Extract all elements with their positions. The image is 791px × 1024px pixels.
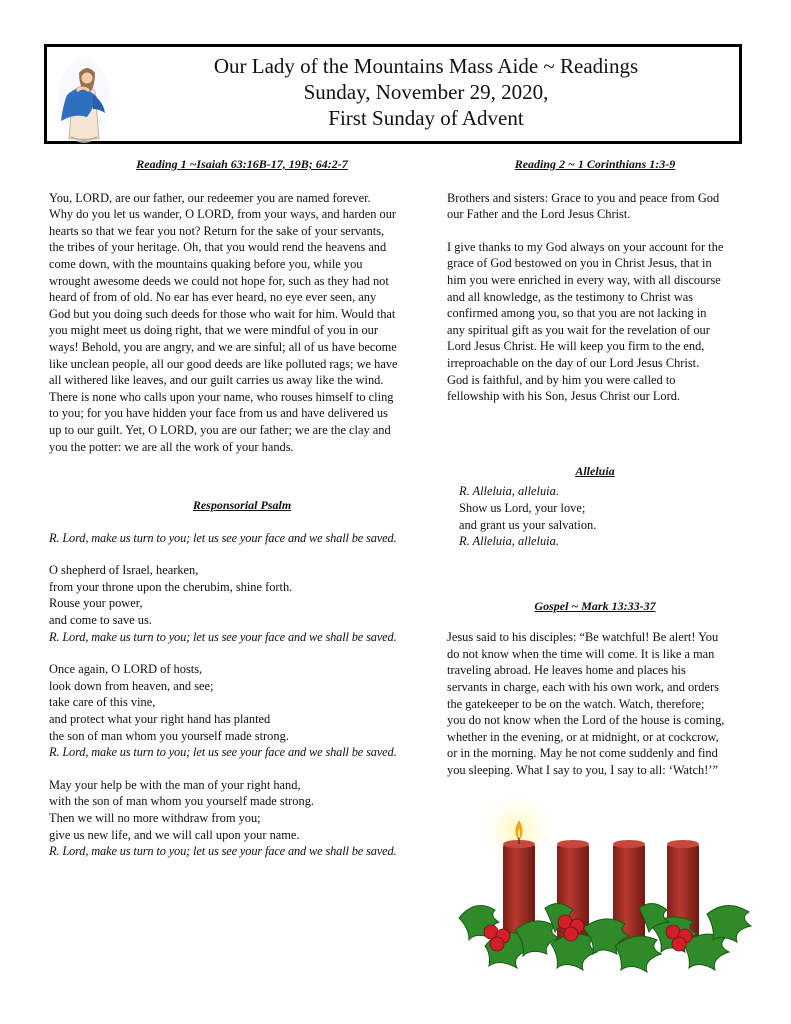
text-line: heard of from of old. No ear has ever heard, no eye ever seen, any bbox=[49, 290, 377, 305]
psalm-line: take care of this vine, bbox=[49, 695, 156, 710]
text-line: or in the morning. May he not come suddenly and find bbox=[447, 746, 718, 761]
text-line: grace of God bestowed on you in Christ Jesus, that in bbox=[447, 256, 712, 271]
text-line: you the potter: we are all the work of your hands. bbox=[49, 439, 294, 454]
left-column bbox=[49, 156, 435, 860]
alleluia-heading: Alleluia bbox=[575, 463, 615, 478]
title-line-parish: Our Lady of the Mountains Mass Aide ~ Readings bbox=[213, 54, 639, 78]
psalm-heading: Responsorial Psalm bbox=[192, 498, 292, 513]
psalm-stanza-3 bbox=[49, 777, 435, 843]
text-line: our Father and the Lord Jesus Christ. bbox=[447, 207, 631, 222]
title-line-occasion: First Sunday of Advent bbox=[328, 106, 524, 130]
text-line: traveling abroad. He leaves home and places his bbox=[447, 663, 686, 678]
header-box bbox=[44, 44, 742, 144]
text-line: whether in the evening, or at midnight, or at cockcrow, bbox=[447, 729, 719, 744]
text-line: you might meet us doing right, that we were mindful of you in our bbox=[49, 323, 378, 338]
psalm-response: R. Lord, make us turn to you; let us see your face and we shall be saved. bbox=[49, 629, 397, 644]
psalm-response: R. Lord, make us turn to you; let us see your face and we shall be saved. bbox=[49, 745, 397, 760]
alleluia-verse-line: Show us Lord, your love; bbox=[459, 500, 586, 515]
text-line: There is none who calls upon your name, who rouses himself to cling bbox=[49, 389, 394, 404]
text-line: you sleeping. What I say to you, I say to all: ‘Watch!’” bbox=[447, 763, 718, 778]
alleluia-response: R. Alleluia, alleluia. bbox=[459, 484, 559, 499]
text-line: I give thanks to my God always on your account for the bbox=[447, 239, 724, 254]
psalm-line: O shepherd of Israel, hearken, bbox=[49, 563, 199, 578]
text-line: Brothers and sisters: Grace to you and peace from God bbox=[447, 190, 720, 205]
gospel-text bbox=[447, 629, 743, 778]
reading2-heading: Reading 2 ~ 1 Corinthians 1:3-9 bbox=[514, 157, 676, 171]
text-line: like unclean people, all our good deeds are like polluted rags; we have bbox=[49, 356, 398, 371]
text-line: God is faithful, and by him you were called to bbox=[447, 372, 676, 387]
reading1-text bbox=[49, 190, 435, 456]
psalm-line: with the son of man whom you yourself made strong. bbox=[49, 794, 314, 809]
psalm-response: R. Lord, make us turn to you; let us see your face and we shall be saved. bbox=[49, 844, 397, 859]
psalm-line: the son of man whom you yourself made strong. bbox=[49, 728, 289, 743]
psalm-line: look down from heaven, and see; bbox=[49, 678, 214, 693]
psalm-response: R. Lord, make us turn to you; let us see your face and we shall be saved. bbox=[49, 530, 397, 545]
virgin-mary-image bbox=[53, 51, 115, 143]
text-line: confirmed among you, so that you are not lacking in bbox=[447, 306, 707, 321]
title-block bbox=[127, 53, 725, 131]
text-line: You, LORD, are our father, our redeemer you are named forever. bbox=[49, 190, 371, 205]
alleluia-block bbox=[447, 483, 743, 549]
text-line: come down, with the mountains quaking before you, while you bbox=[49, 256, 363, 271]
text-line: God but you doing such deeds for those who wait for him. Would that bbox=[49, 306, 396, 321]
text-line: Jesus said to his disciples: “Be watchful! Be alert! You bbox=[447, 630, 719, 645]
psalm-line: and protect what your right hand has planted bbox=[49, 712, 271, 727]
advent-wreath-image bbox=[455, 798, 755, 978]
text-line: wrought awesome deeds we could not hope for, such as they had not bbox=[49, 273, 389, 288]
right-column bbox=[447, 156, 743, 779]
text-line: servants in charge, each with his own work, and orders bbox=[447, 680, 719, 695]
gospel-heading: Gospel ~ Mark 13:33-37 bbox=[534, 598, 656, 613]
text-line: hearts so that we fear you not? Return for the sake of your servants, bbox=[49, 223, 385, 238]
psalm-line: May your help be with the man of your right hand, bbox=[49, 777, 301, 792]
psalm-stanza-1 bbox=[49, 562, 435, 628]
text-line: do not know when the time will come. It is like a man bbox=[447, 646, 715, 661]
title-line-date: Sunday, November 29, 2020, bbox=[303, 80, 549, 104]
text-line: and all knowledge, as the testimony to Christ was bbox=[447, 289, 694, 304]
psalm-line: Rouse your power, bbox=[49, 596, 143, 611]
psalm-line: Then we will no more withdraw from you; bbox=[49, 811, 261, 825]
text-line: to you; for you have hidden your face from us and have delivered us bbox=[49, 406, 388, 421]
psalm-line: Once again, O LORD of hosts, bbox=[49, 662, 203, 677]
reading2-para-2 bbox=[447, 239, 743, 405]
alleluia-response: R. Alleluia, alleluia. bbox=[459, 534, 559, 549]
text-line: him you were enriched in every way, with all discourse bbox=[447, 272, 721, 287]
text-line: irreproachable on the day of our Lord Jesus Christ. bbox=[447, 355, 700, 370]
text-line: ways! Behold, you are angry, and we are sinful; all of us have become bbox=[49, 339, 397, 354]
text-line: up to our guilt. Yet, O LORD, you are our father; we are the clay and bbox=[49, 422, 391, 437]
reading1-heading: Reading 1 ~Isaiah 63:16B-17, 19B; 64:2-7 bbox=[136, 157, 348, 171]
text-line: Why do you let us wander, O LORD, from your ways, and harden our bbox=[49, 207, 397, 222]
text-line: you do not know when the Lord of the house is coming, bbox=[447, 713, 725, 728]
alleluia-verse-line: and grant us your salvation. bbox=[459, 517, 597, 532]
psalm-stanza-2 bbox=[49, 661, 435, 744]
text-line: any spiritual gift as you wait for the revelation of our bbox=[447, 322, 710, 337]
text-line: all withered like leaves, and our guilt carries us away like the wind. bbox=[49, 373, 384, 388]
text-line: Lord Jesus Christ. He will keep you firm to the end, bbox=[447, 339, 705, 354]
text-line: the tribes of your heritage. Oh, that you would rend the heavens and bbox=[49, 240, 387, 255]
psalm-line: give us new life, and we will call upon your name. bbox=[49, 827, 300, 842]
text-line: fellowship with his Son, Jesus Christ our Lord. bbox=[447, 389, 681, 404]
reading2-para-1 bbox=[447, 190, 743, 223]
psalm-line: and come to save us. bbox=[49, 613, 152, 628]
text-line: the gatekeeper to be on the watch. Watch, therefore; bbox=[447, 696, 705, 711]
psalm-line: from your throne upon the cherubim, shine forth. bbox=[49, 579, 293, 594]
